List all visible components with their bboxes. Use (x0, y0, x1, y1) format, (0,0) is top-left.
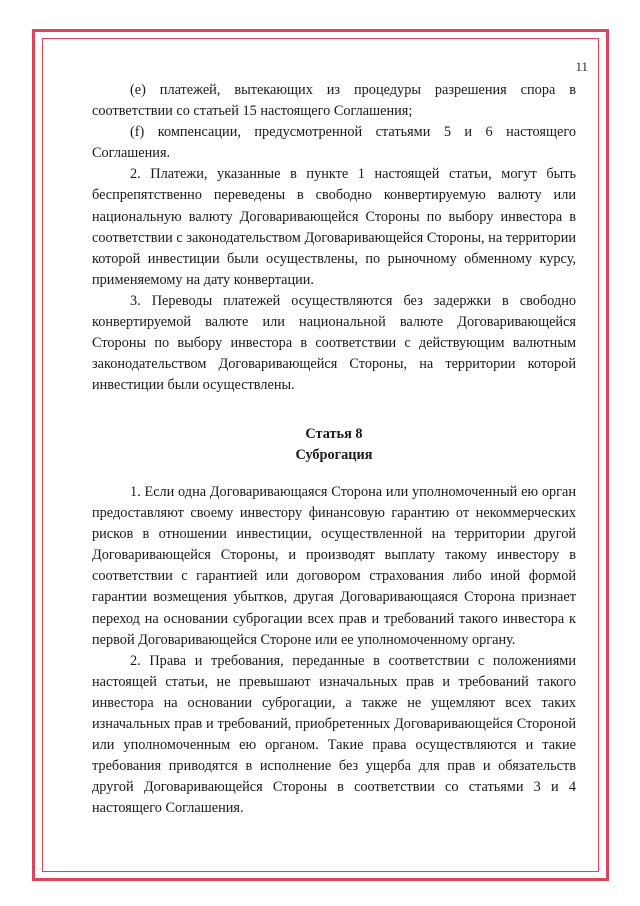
paragraph-item-e: (e) платежей, вытекающих из процедуры разрешения спора в соответствии со статьей 15 настоящего Соглашения; (92, 82, 576, 120)
article-number: Статья 8 (305, 426, 363, 442)
page-number: 11 (575, 59, 588, 74)
paragraph-clause-1: 1. Если одна Договаривающаяся Сторона или уполномоченный ею орган предоставляют своему инвестору финансовую гарантию от некоммерческих рисков в отношении инвестиции, осуществленной на территории другой Договаривающейся Стороны, и производят выплату такому инвестору в соответствии с гарантией или договором страхования либо иной формой гарантии возмещения убытков, другая Договаривающаяся Сторона признает переход на основании суброгации всех прав и требований такого инвестора к первой Договаривающейся Стороне или ее уполномоченному органу. (92, 484, 576, 648)
article-8-body (92, 482, 576, 820)
paragraph-clause-2: 2. Права и требования, переданные в соответствии с положениями настоящей статьи, не превышают изначальных прав и требований такого инвестора на основании суброгации, а также не ущемляют всех таких изначальных прав и требований, приобретенных Договаривающейся Стороной или уполномоченным ею органом. Такие права осуществляются и такие требования приводятся в исполнение без ущерба для прав и обязательств другой Договаривающейся Стороны в соответствии со статьями 3 и 4 настоящего Соглашения. (92, 652, 576, 817)
article-title: Суброгация (295, 447, 373, 463)
article-7-continuation (92, 80, 576, 396)
paragraph-item-f: (f) компенсации, предусмотренной статьями 5 и 6 настоящего Соглашения. (92, 124, 576, 162)
article-heading (92, 424, 576, 466)
paragraph-clause-2: 2. Платежи, указанные в пункте 1 настоящей статьи, могут быть беспрепятственно переведены в свободно конвертируемую валюту или национальную валюту Договаривающейся Стороны по выбору инвестора в соответствии с законодательством Договаривающейся Стороны, на территории которой инвестиции были осуществлены, по рыночному обменному курсу, применяемому на дату конвертации. (92, 166, 576, 288)
paragraph-clause-3: 3. Переводы платежей осуществляются без задержки в свободно конвертируемой валюте или национальной валюте Договаривающейся Стороны по выбору инвестора в соответствии с действующим валютным законодательством Договаривающейся Стороны, на территории которой инвестиции были осуществлены. (92, 292, 576, 394)
